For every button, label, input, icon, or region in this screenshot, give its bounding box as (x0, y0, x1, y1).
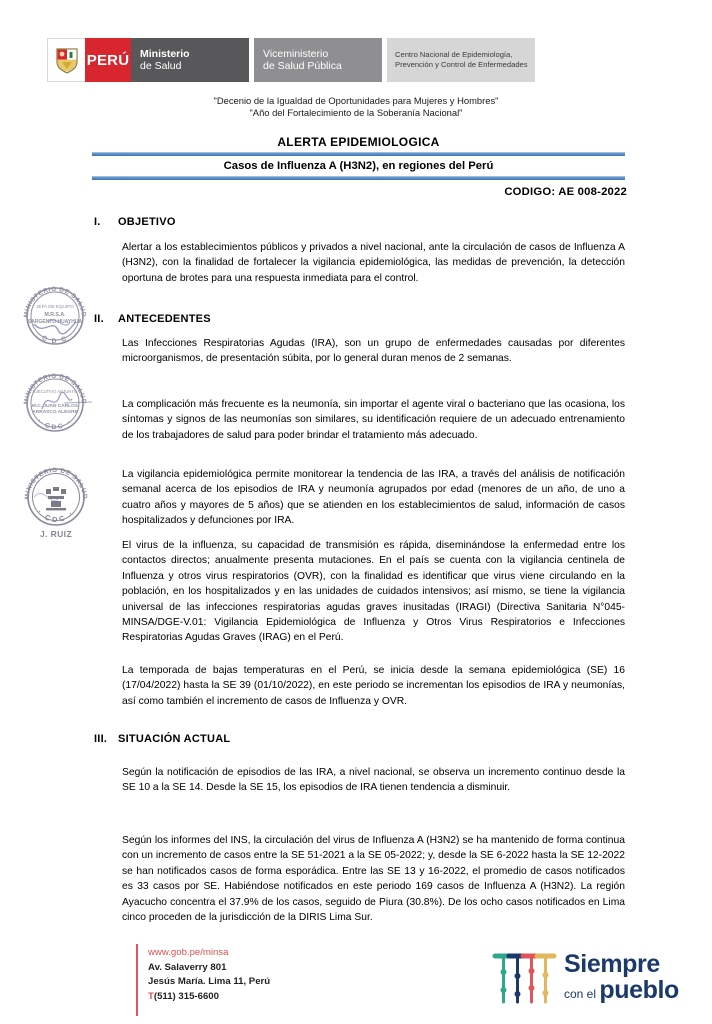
section-label-objetivo: OBJETIVO (118, 216, 176, 228)
paragraph-antecedentes-5: La temporada de bajas temperaturas en el Perú, se inicia desde la semana epidemiológica (SE) 16 (17/04/2022) hasta la SE 39 (01/10/2022), en este periodo se incrementan los episodios de IRA y neumonías, así como también el incremento de casos de Influenza y OVR. (122, 665, 625, 707)
motto-line-1: "Decenio de la Igualdad de Oportunidades para Mujeres y Hombres" (213, 95, 499, 106)
svg-text:EJECUTIVO ADJUNTO: EJECUTIVO ADJUNTO (32, 389, 78, 394)
paragraph-objetivo-1: Alertar a los establecimientos públicos y privados a nivel nacional, ante la circulación de casos de Influenza A (H3N2), con la finalidad de fortalecer la vigilancia epidemiológica, las medidas de prevención, la detección oportuna de brotes para una respuesta inmediata para el control. (122, 242, 625, 284)
svg-text:MINISTERIO DE SALUD: MINISTERIO DE SALUD (23, 466, 89, 500)
footer-accent-rule (136, 944, 138, 1016)
section-label-situacion: SITUACIÓN ACTUAL (118, 733, 231, 745)
viceministerio-line-1: Viceministerio (263, 47, 329, 60)
viceministerio-line-2: de Salud Pública (263, 60, 342, 72)
section-heading-antecedentes (94, 313, 211, 325)
ministerio-line-2: de Salud (140, 60, 182, 72)
title-rule-bottom (92, 176, 625, 180)
footer-phone-prefix: T (148, 990, 154, 1002)
paragraph-antecedentes-2: La complicación más frecuente es la neumonía, sin importar el agente viral o bacteriano que las ocasiona, los síntomas y signos de las neumonías son similares, su identificación requiere de un adecuado entrenamiento de los trabajadores de salud para poder brindar el tratamiento más adecuado. (122, 399, 625, 441)
official-seal-icon (18, 365, 92, 441)
cdc-label (387, 38, 535, 82)
paragraph-antecedentes-1: Las Infecciones Respiratorias Agudas (IRA), son un grupo de enfermedades causadas por diferentes microorganismos, de presentación súbita, por lo general duran menos de 2 semanas. (122, 338, 625, 365)
institutional-header-logo (47, 38, 535, 82)
official-seal-icon (20, 463, 92, 533)
svg-text:· CDC ·: · CDC · (35, 417, 75, 431)
footer-phone (148, 990, 270, 1005)
document-title-block (92, 135, 625, 180)
peru-coat-of-arms-icon (47, 38, 85, 82)
footer-address-line-2: Jesús María. Lima 11, Perú (148, 976, 271, 988)
svg-text:MINISTERIO DE SALUD: MINISTERIO DE SALUD (22, 372, 88, 405)
peru-wordmark: PERÚ (85, 38, 131, 82)
stamp-signer-name: J. RUIZ (39, 529, 73, 539)
document-code: CODIGO: AE 008-2022 (504, 186, 627, 198)
section-number-situacion: III. (94, 733, 108, 745)
section-label-antecedentes: ANTECEDENTES (118, 313, 211, 325)
section-number-antecedentes: II. (94, 313, 104, 325)
ministerio-de-salud-label (131, 38, 249, 82)
footer-address-line-1: Av. Salaverry 801 (148, 961, 227, 973)
brand-line-1: Siempre (564, 949, 660, 978)
quipu-icon (492, 950, 558, 1004)
stamp-jefa-equipo (18, 278, 92, 354)
svg-text:· CDC ·: · CDC · (35, 507, 77, 524)
viceministerio-label (254, 38, 382, 82)
svg-text:M.C. JUAN CARLOS: M.C. JUAN CARLOS (31, 404, 79, 409)
svg-text:ARRASCO ALEGRE: ARRASCO ALEGRE (32, 410, 78, 415)
page-title: ALERTA EPIDEMIOLOGICA (277, 135, 440, 149)
siempre-wordmark (564, 949, 679, 1004)
footer-contact-info (148, 946, 270, 1004)
svg-text:M.R.S.A.: M.R.S.A. (44, 312, 66, 318)
svg-text:· C D C ·: · C D C · (33, 330, 77, 345)
paragraph-situacion-1: Según la notificación de episodios de las IRA, a nivel nacional, se observa un incremento continuo desde la SE 10 a la SE 14. Desde la SE 15, los episodios de IRA tienen tendencia a disminuir. (122, 767, 625, 794)
escudo-peru-svg (54, 46, 80, 74)
paragraph-antecedentes-4: El virus de la influenza, su capacidad de transmisión es rápida, diseminándose la enfermedad entre los contactos directos; anualmente presenta mutaciones. En el país se cuenta con la vigilancia centinela de Influenza y otros virus respiratorios (OVR), con la finalidad es identificar que virus viene circulando en la población, en los hospitalizados y en las unidades de cuidados intensivos; así mismo, se tiene la vigilancia universal de las infecciones respiratorias agudas graves inusitadas (IRAGI) (Directiva Sanitaria N°045-MINSA/DGE-V.01: Vigilancia Epidemiológica de Influenza y Otros Virus Respiratorios e Infecciones Respiratorias Agudas Graves (IRAG) en el Perú. (122, 540, 625, 644)
brand-line-2 (564, 975, 679, 1004)
ministerio-line-1: Ministerio (140, 47, 190, 60)
section-number-objetivo: I. (94, 216, 101, 228)
paragraph-antecedentes-3: La vigilancia epidemiológica permite monitorear la tendencia de las IRA, a través del análisis de notificación semanal acerca de los episodios de IRA y neumonía agrupados por edad (menores de un año, de uno a cuatro años y mayores de 5 años) que se atienden en los establecimientos de salud, información de casos hospitalizados y defunciones por IRA. (122, 469, 625, 527)
year-motto (0, 95, 712, 119)
cdc-line-3: y Control de Enfermedades (435, 60, 528, 69)
cdc-line-1: Centro Nacional de (395, 50, 461, 60)
siempre-con-el-pueblo-logo (492, 950, 679, 1004)
section-heading-situacion (94, 733, 230, 745)
cdc-line-2: Epidemiología, Prevención (395, 50, 513, 69)
footer-website-link[interactable]: www.gob.pe/minsa (148, 947, 229, 958)
stamp-arrasco-alegre (18, 365, 92, 441)
paragraph-situacion-2: Según los informes del INS, la circulación del virus de Influenza A (H3N2) se ha mantenido de forma continua con un incremento de casos entre la SE 51-2021 a la SE 05-2022; y, desde la SE 6-2022 hasta la SE 12-2022 se han notificados casos de forma esporádica. Entre las SE 13 y 16-2022, el promedio de casos notificados es 33 casos por SE. Habiéndose notificados en este periodo 169 casos de Influenza A (H3N2). La región Ayacucho concentra el 37.9% de los casos, seguido de Piura (30.8%). De los ocho casos notificados en Lima cinco proceden de la jurisdicción de la DIRIS Lima Sur. (122, 835, 625, 924)
section-heading-objetivo (94, 216, 176, 228)
official-seal-icon (18, 278, 92, 354)
page-subtitle: Casos de Influenza A (H3N2), en regiones del Perú (223, 160, 494, 172)
svg-text:SARGENTO HUAYHUA: SARGENTO HUAYHUA (27, 319, 83, 325)
motto-line-2: "Año del Fortalecimiento de la Soberanía Nacional" (249, 107, 463, 118)
brand-line-2-big: pueblo (599, 975, 679, 1004)
svg-text:MINISTERIO DE SALUD: MINISTERIO DE SALUD (22, 285, 88, 318)
footer-phone-number: (511) 315-6600 (153, 990, 219, 1002)
stamp-j-ruiz (20, 463, 92, 539)
brand-line-2-small: con el (564, 986, 600, 1001)
svg-text:JEFA DE EQUIPO: JEFA DE EQUIPO (36, 304, 74, 309)
